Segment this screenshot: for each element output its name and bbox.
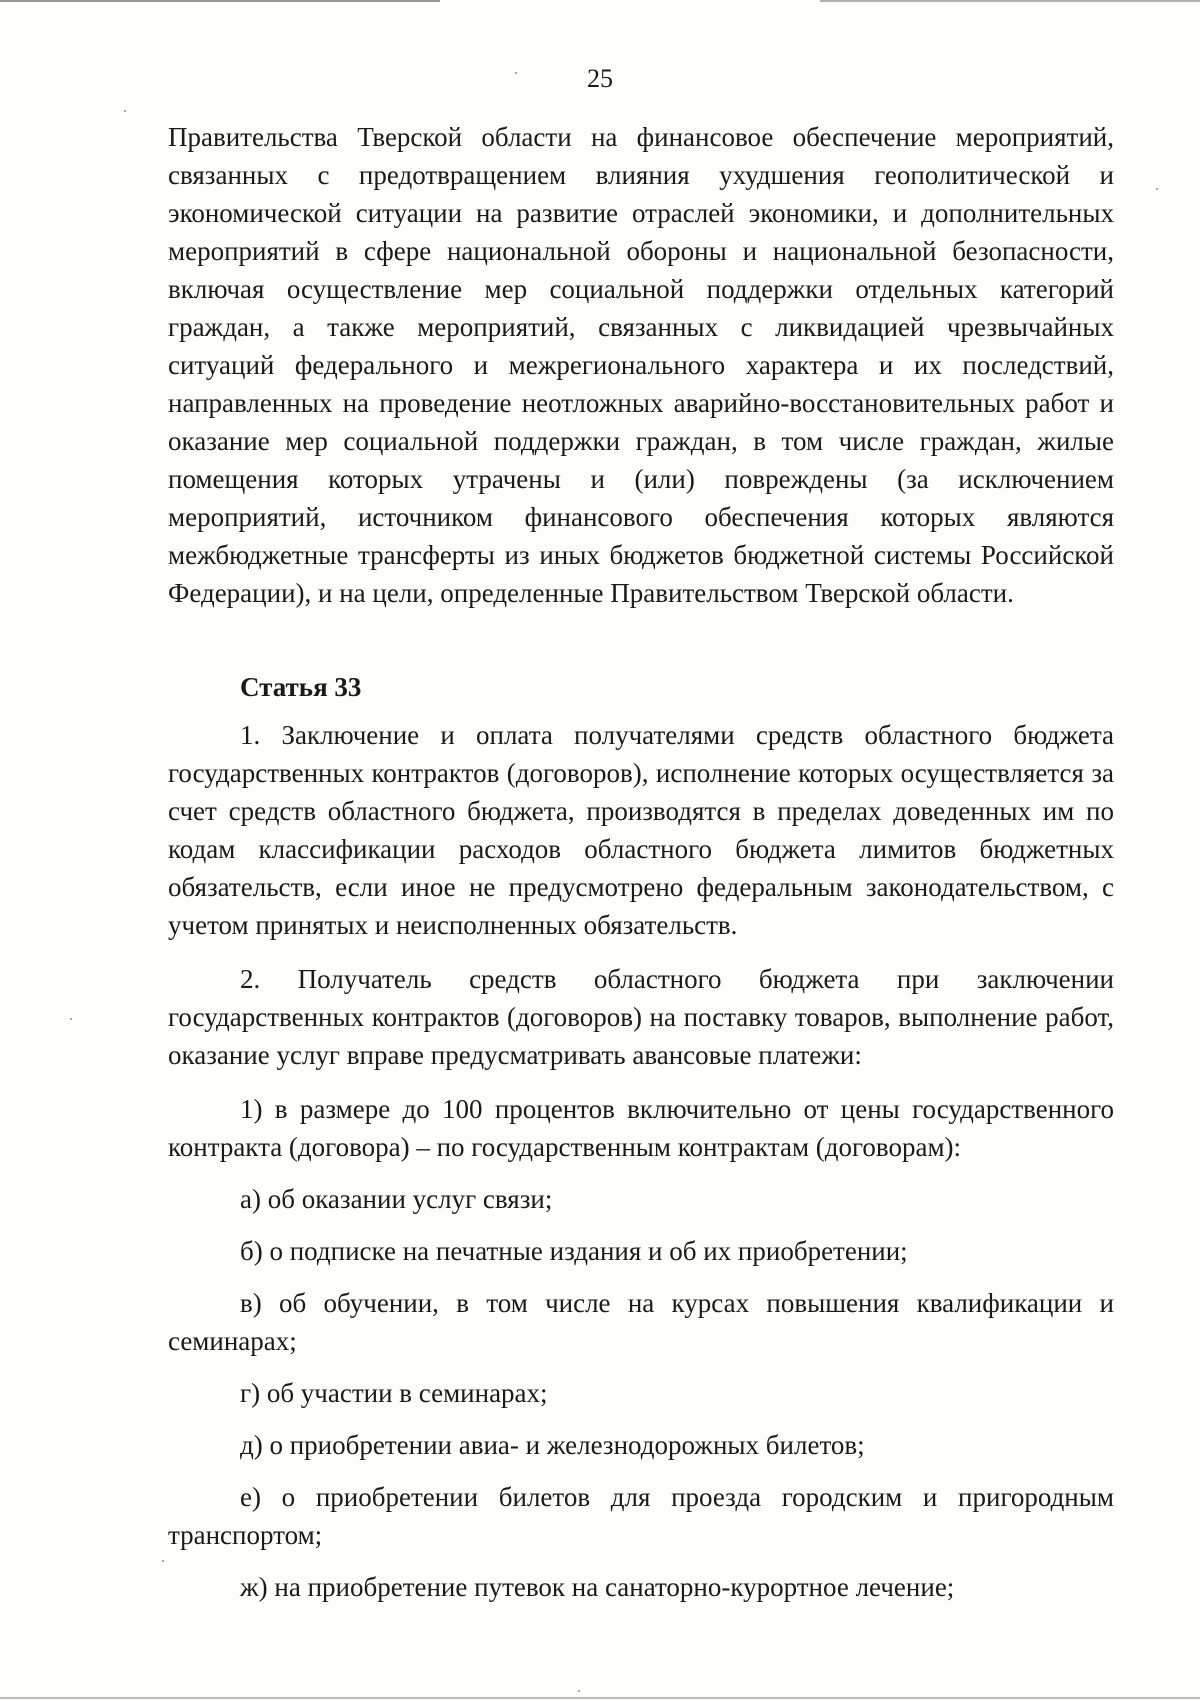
list-item: ж) на приобретение путевок на санаторно-курортное лечение; [240, 1572, 955, 1602]
scan-speck [162, 1560, 164, 1562]
body-paragraph: 1. Заключение и оплата получателями средств областного бюджета государственных контрактов (договоров), исполнение которых осуществляется за счет средств областного бюджета, производятся в пределах доведенных им по кодам классификации расходов областного бюджета лимитов бюджетных обязательств, если иное не предусмотрено федеральным законодательством, с учетом принятых и неисполненных обязательств. [168, 720, 1114, 940]
page-number: 25 [587, 64, 613, 93]
scan-speck [578, 1690, 580, 1692]
scan-speck [1156, 188, 1158, 190]
list-item: д) о приобретении авиа- и железнодорожных билетов; [240, 1430, 865, 1460]
list-item: г) об участии в семинарах; [240, 1378, 548, 1408]
scan-edge-line [820, 0, 1200, 2]
body-paragraph: Правительства Тверской области на финансовое обеспечение мероприятий, связанных с предотвращением влияния ухудшения геополитической и экономической ситуации на развитие отраслей экономики, и дополнительных мероприятий в сфере национальной обороны и национальной безопасности, включая осуществление мер социальной поддержки отдельных категорий граждан, а также мероприятий, связанных с ликвидацией чрезвычайных ситуаций федерального и межрегионального характера и их последствий, направленных на проведение неотложных аварийно-восстановительных работ и оказание мер социальной поддержки граждан, в том числе граждан, жилые помещения которых утрачены и (или) повреждены (за исключением мероприятий, источником финансового обеспечения которых являются межбюджетные трансферты из иных бюджетов бюджетной системы Российской Федерации), и на цели, определенные Правительством Тверской области. [168, 122, 1114, 608]
list-item: б) о подписке на печатные издания и об их приобретении; [240, 1236, 908, 1266]
article-heading: Статья 33 [240, 672, 362, 702]
list-item: в) об обучении, в том числе на курсах повышения квалификации и семинарах; [168, 1288, 1114, 1356]
scan-speck [70, 1018, 72, 1020]
list-item: 1) в размере до 100 процентов включительно от цены государственного контракта (договора) – по государственным контрактам (договорам): [168, 1094, 1114, 1162]
list-item: е) о приобретении билетов для проезда городским и пригородным транспортом; [168, 1482, 1114, 1550]
scan-speck [124, 110, 126, 112]
scan-edge-line [0, 1697, 1200, 1699]
scan-edge-line [0, 0, 440, 2]
document-body [168, 118, 1114, 1606]
list-item: а) об оказании услуг связи; [240, 1184, 553, 1214]
body-paragraph: 2. Получатель средств областного бюджета при заключении государственных контрактов (договоров) на поставку товаров, выполнение работ, оказание услуг вправе предусматривать авансовые платежи: [168, 964, 1114, 1070]
